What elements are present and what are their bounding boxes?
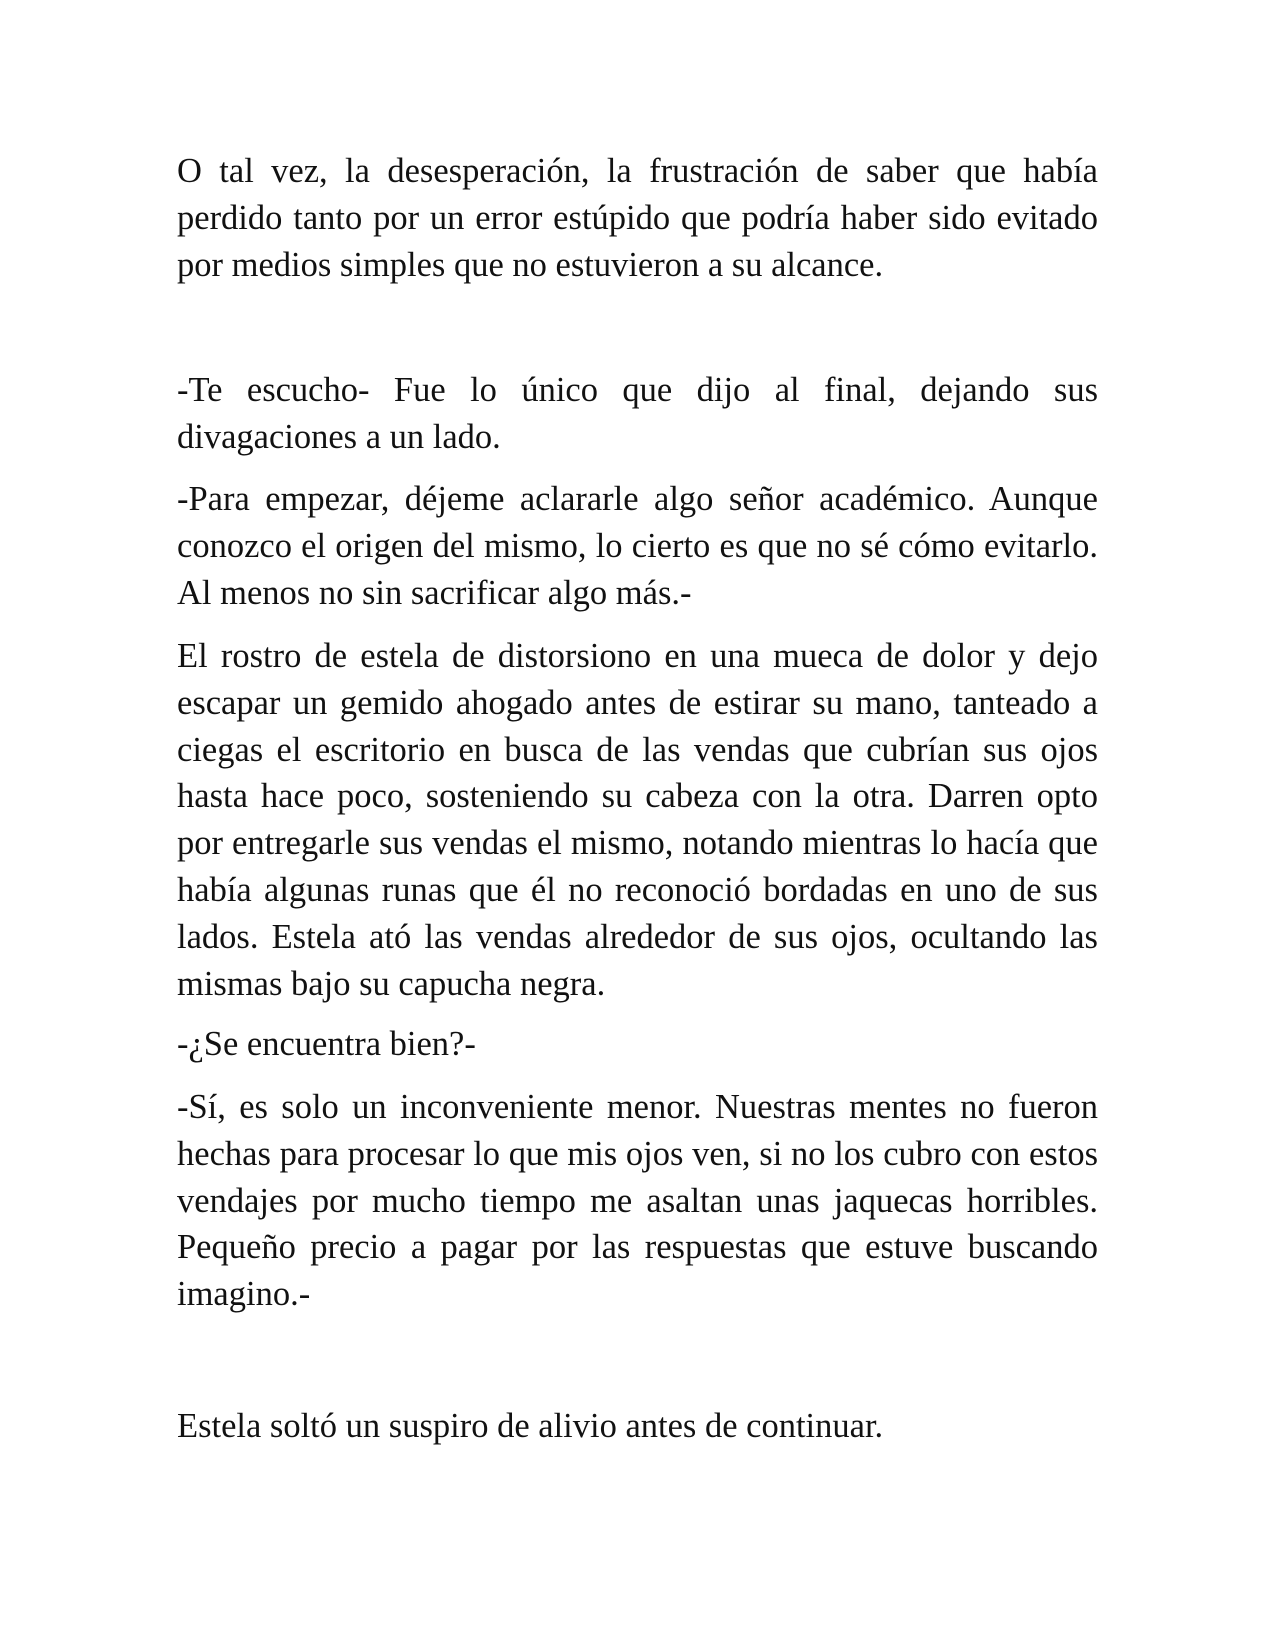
- paragraph-dialogue-se-encuentra-bien: -¿Se encuentra bien?-: [177, 1025, 476, 1063]
- paragraph-dialogue-para-empezar: -Para empezar, déjeme aclararle algo señor académico. Aunque conozco el origen del mismo, lo cierto es que no sé cómo evitarlo. Al menos no sin sacrificar algo más.-: [177, 480, 1098, 612]
- paragraph-narration-estela-vendas: El rostro de estela de distorsiono en una mueca de dolor y dejo escapar un gemido ahogado antes de estirar su mano, tanteado a ciegas el escritorio en busca de las vendas que cubrían sus ojos hasta hace poco, sosteniendo su cabeza con la otra. Darren opto por entregarle sus vendas el mismo, notando mientras lo hacía que había algunas runas que él no reconoció bordadas en uno de sus lados. Estela ató las vendas alrededor de sus ojos, ocultando las mismas bajo su capucha negra.: [177, 637, 1098, 1003]
- paragraph-dialogue-inconveniente-menor: -Sí, es solo un inconveniente menor. Nuestras mentes no fueron hechas para procesar lo que mis ojos ven, si no los cubro con estos vendajes por mucho tiempo me asaltan unas jaquecas horribles. Pequeño precio a pagar por las respuestas que estuve buscando imagino.-: [177, 1088, 1098, 1314]
- paragraph-narration-desperation: O tal vez, la desesperación, la frustración de saber que había perdido tanto por un error estúpido que podría haber sido evitado por medios simples que no estuvieron a su alcance.: [177, 152, 1098, 284]
- paragraph-narration-suspiro: Estela soltó un suspiro de alivio antes de continuar.: [177, 1407, 884, 1445]
- paragraph-dialogue-te-escucho: -Te escucho- Fue lo único que dijo al final, dejando sus divagaciones a un lado.: [177, 371, 1098, 456]
